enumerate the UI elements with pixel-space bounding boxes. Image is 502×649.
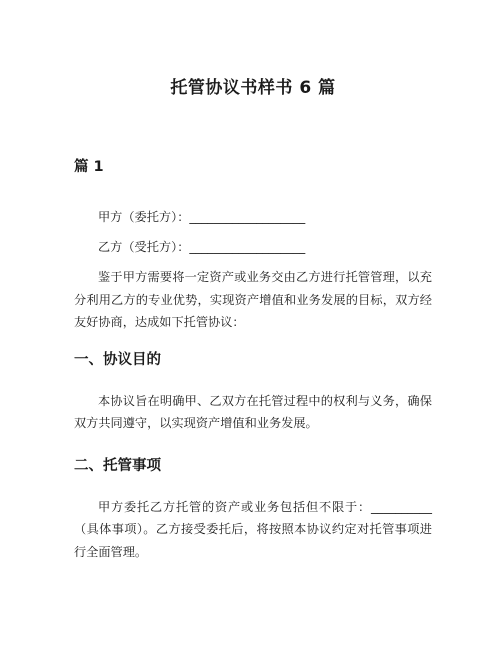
section-heading-custody-matters: 二、托管事项 [74,457,161,474]
section-heading-purpose: 一、协议目的 [74,351,161,368]
document-title: 托管协议书样书 6 篇 [170,78,336,98]
section-body-purpose: 本协议旨在明确甲、乙双方在托管过程中的权利与义务，确保双方共同遵守，以实现资产增值和业务发展。 [74,393,432,430]
party-b-line: 乙方（受托方）：___________________ [98,239,306,254]
preamble-paragraph: 鉴于甲方需要将一定资产或业务交由乙方进行托管管理，以充分利用乙方的专业优势，实现资产增值和业务发展的目标，双方经友好协商，达成如下托管协议： [74,270,432,329]
party-a-line: 甲方（委托方）：___________________ [98,210,306,224]
part-heading: 篇 1 [74,159,104,175]
section-body-custody-matters: 甲方委托乙方托管的资产或业务包括但不限于：__________（具体事项）。乙方接受委托后，将按照本协议约定对托管事项进行全面管理。 [74,499,432,559]
